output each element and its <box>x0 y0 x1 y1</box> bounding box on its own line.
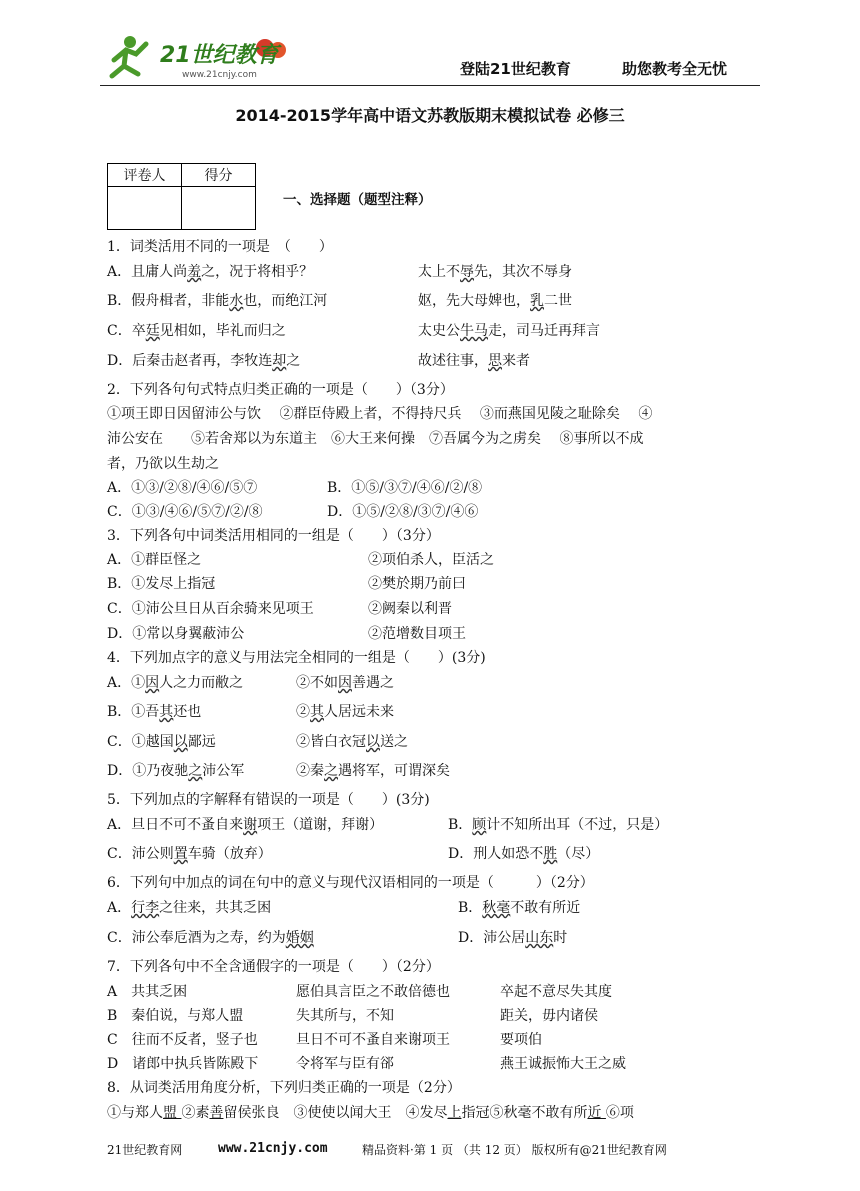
score-header: 得分 <box>182 164 256 187</box>
q1-option-b-left[interactable]: B．假舟楫者，非能水也，而绝江河 <box>107 293 328 309</box>
q2-stem: 2．下列各句句式特点归类正确的一项是（ ）（3分） <box>107 382 454 398</box>
q7-option-c-col2: 旦日不可不蚤自来谢项王 <box>296 1032 450 1048</box>
q4-option-d-left[interactable]: D．①乃夜驰之沛公军 <box>107 763 245 779</box>
runner-icon <box>112 36 146 76</box>
q8-sentences: ①与郑人盟 ②素善留侯张良 ③使使以闻大王 ④发尽上指冠⑤秋毫不敢有所近 ⑥项 <box>107 1105 634 1121</box>
footer-url[interactable]: www.21cnjy.com <box>218 1141 328 1156</box>
q7-option-c-col1[interactable]: C 往而不反者，竖子也 <box>107 1032 258 1048</box>
q5-option-b[interactable]: B．顾计不知所出耳（不过，只是） <box>448 817 669 833</box>
q6-option-d[interactable]: D．沛公居山东时 <box>458 930 568 946</box>
q6-option-a[interactable]: A．行李之往来，共其乏困 <box>107 900 272 916</box>
footer-info: 精品资料·第 1 页 （共 12 页） 版权所有@21世纪教育网 <box>362 1143 667 1157</box>
q7-option-d-col3: 燕王诚振怖大王之威 <box>500 1056 626 1072</box>
q3-option-b-right: ②樊於期乃前曰 <box>368 576 466 592</box>
page-header <box>100 30 760 86</box>
q4-option-c-left[interactable]: C．①越国以鄙远 <box>107 734 216 750</box>
q4-option-b-right: ②其人居远未来 <box>296 704 394 720</box>
q1-option-a-right: 太上不辱先，其次不辱身 <box>418 264 572 280</box>
q2-sentence-line-3: 者，乃欲以生劫之 <box>107 456 219 472</box>
q7-stem: 7．下列各句中不全含通假字的一项是（ ）（2分） <box>107 959 440 975</box>
q4-option-a-right: ②不如因善遇之 <box>296 675 394 691</box>
q1-option-b-right: 妪，先大母婢也，乳二世 <box>418 293 572 309</box>
q5-option-d[interactable]: D．刑人如恐不胜（尽） <box>448 846 600 862</box>
q8-stem: 8．从词类活用角度分析，下列归类正确的一项是（2分） <box>107 1080 461 1096</box>
grader-header: 评卷人 <box>108 164 182 187</box>
footer-site: 21世纪教育网 <box>107 1143 183 1157</box>
q2-sentence-line-2: 沛公安在 ⑤若舍郑以为东道主 ⑥大王来何操 ⑦吾属今为之虏矣 ⑧事所以不成 <box>107 431 644 447</box>
logo-text: 21世纪教育 <box>160 43 279 68</box>
q1-stem: 1．词类活用不同的一项是 （ ） <box>107 239 333 255</box>
q3-option-a-right: ②项伯杀人，臣活之 <box>368 552 494 568</box>
score-table <box>107 163 256 230</box>
section-title: 一、选择题（题型注释） <box>283 192 432 208</box>
q1-option-d-left[interactable]: D．后秦击赵者再，李牧连却之 <box>107 353 301 369</box>
q4-option-b-left[interactable]: B．①吾其还也 <box>107 704 202 720</box>
q7-option-b-col3: 距关，毋内诸侯 <box>500 1008 598 1024</box>
page-title: 2014-2015学年高中语文苏教版期末模拟试卷 必修三 <box>235 106 625 125</box>
q5-option-a[interactable]: A．旦日不可不蚤自来谢项王（道谢，拜谢） <box>107 817 384 833</box>
q7-option-d-col1[interactable]: D 诸郎中执兵皆陈殿下 <box>107 1056 259 1072</box>
q6-option-b[interactable]: B．秋毫不敢有所近 <box>458 900 581 916</box>
q3-option-a-left[interactable]: A．①群臣怪之 <box>107 552 202 568</box>
q3-option-d-left[interactable]: D．①常以身翼蔽沛公 <box>107 626 245 642</box>
q7-option-a-col1[interactable]: A 共其乏困 <box>107 984 188 1000</box>
q3-option-c-right: ②阙秦以利晋 <box>368 601 452 617</box>
q2-option-d[interactable]: D．①⑤/②⑧/③⑦/④⑥ <box>327 504 479 520</box>
q4-option-c-right: ②皆白衣冠以送之 <box>296 734 408 750</box>
grader-cell[interactable] <box>108 187 182 230</box>
logo <box>100 30 310 82</box>
q3-option-d-right: ②范增数目项王 <box>368 626 466 642</box>
q1-option-c-right: 太史公牛马走，司马迁再拜言 <box>418 323 600 339</box>
q4-option-a-left[interactable]: A．①因人之力而敝之 <box>107 675 244 691</box>
q5-stem: 5．下列加点的字解释有错误的一项是（ ）(3分) <box>107 792 430 808</box>
q7-option-b-col2: 失其所与，不知 <box>296 1008 394 1024</box>
q2-option-a[interactable]: A．①③/②⑧/④⑥/⑤⑦ <box>107 480 258 496</box>
q3-option-b-left[interactable]: B．①发尽上指冠 <box>107 576 216 592</box>
q6-stem: 6．下列句中加点的词在句中的意义与现代汉语相同的一项是（ ）（2分） <box>107 875 594 891</box>
q2-sentence-line-1: ①项王即日因留沛公与饮 ②群臣侍殿上者，不得持尺兵 ③而燕国见陵之耻除矣 ④ <box>107 406 653 422</box>
q7-option-a-col3: 卒起不意尽失其度 <box>500 984 612 1000</box>
slogan-help: 助您教考全无忧 <box>622 60 728 78</box>
score-cell[interactable] <box>182 187 256 230</box>
q5-option-c[interactable]: C．沛公则置车骑（放弃） <box>107 846 272 862</box>
q4-option-d-right: ②秦之遇将军，可谓深矣 <box>296 763 450 779</box>
q1-option-c-left[interactable]: C．卒廷见相如，毕礼而归之 <box>107 323 286 339</box>
q2-option-b[interactable]: B．①⑤/③⑦/④⑥/②/⑧ <box>327 480 483 496</box>
q7-option-d-col2: 令将军与臣有郤 <box>296 1056 394 1072</box>
q7-option-a-col2: 愿伯具言臣之不敢倍德也 <box>296 984 450 1000</box>
q3-option-c-left[interactable]: C．①沛公旦日从百余骑来见项王 <box>107 601 314 617</box>
q1-option-d-right: 故述往事，思来者 <box>418 353 530 369</box>
logo-url: www.21cnjy.com <box>182 70 257 80</box>
q2-option-c[interactable]: C．①③/④⑥/⑤⑦/②/⑧ <box>107 504 263 520</box>
q7-option-b-col1[interactable]: B 秦伯说，与郑人盟 <box>107 1008 244 1024</box>
q1-option-a-left[interactable]: A．且庸人尚羞之，况于将相乎？ <box>107 264 314 280</box>
q3-stem: 3．下列各句中词类活用相同的一组是（ ）（3分） <box>107 528 440 544</box>
q6-option-c[interactable]: C．沛公奉卮酒为之寿，约为婚姻 <box>107 930 314 946</box>
q4-stem: 4．下列加点字的意义与用法完全相同的一组是（ ）(3分) <box>107 650 486 666</box>
q7-option-c-col3: 要项伯 <box>500 1032 542 1048</box>
slogan-login: 登陆21世纪教育 <box>460 60 571 78</box>
